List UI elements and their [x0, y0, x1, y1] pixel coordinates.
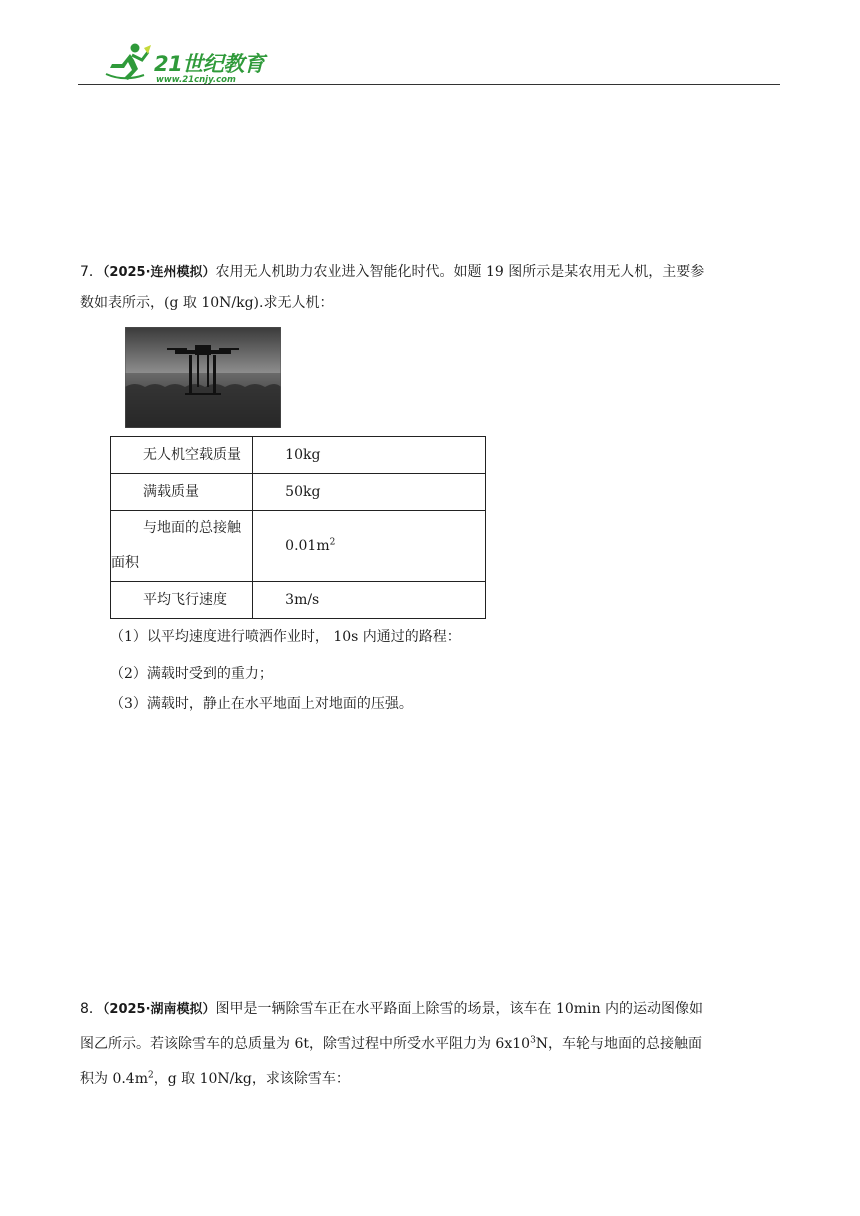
question-8	[80, 994, 780, 1095]
question-text: 农用无人机助力农业进入智能化时代。如题 19 图所示是某农用无人机，主要参	[215, 264, 705, 280]
table-row	[111, 511, 486, 582]
logo-wordmark: 21世纪教育	[154, 52, 265, 76]
question-8-line2: 图乙所示。若该除雪车的总质量为 6t，除雪过程中所受水平阻力为 $6x10^3N$，车轮与地面的总接触面	[80, 1035, 703, 1052]
drone-parameter-table	[110, 436, 486, 619]
question-8-line1: 8．（2025·湖南模拟）图甲是一辆除雪车正在水平路面上除雪的场景，该车在 10min 内的运动图像如	[80, 1001, 704, 1017]
sub-question-1: （1）以平均速度进行喷洒作业时， 10s 内通过的路程：	[110, 629, 461, 645]
sub-question-2: （2）满载时受到的重力；	[110, 666, 273, 682]
logo-url: www.21cnjy.com	[156, 75, 236, 85]
sub-question-3: （3）满载时，静止在水平地面上对地面的压强。	[110, 696, 413, 712]
question-number: 8．	[80, 1001, 103, 1017]
table-row	[111, 474, 486, 511]
table-row	[111, 582, 486, 619]
table-label: 无人机空载质量	[143, 447, 241, 463]
table-value: 3m/s	[253, 582, 486, 619]
table-value: $0.01m^2$	[253, 511, 486, 582]
question-source: （2025·连州模拟）	[102, 265, 216, 280]
table-label: 满载质量	[143, 484, 199, 500]
question-7-line1	[80, 257, 780, 288]
drone-photo	[125, 327, 281, 428]
header-divider	[78, 84, 780, 85]
question-number: 7．	[80, 264, 103, 280]
page-header	[78, 36, 780, 88]
runner-logo-icon	[104, 42, 152, 82]
question-source: （2025·湖南模拟）	[102, 1002, 216, 1017]
question-8-line3: 积为 $0.4m^2$，g 取 10N/kg，求该除雪车：	[80, 1070, 350, 1087]
table-row	[111, 437, 486, 474]
table-label: 平均飞行速度	[143, 592, 227, 608]
site-logo	[104, 40, 274, 88]
table-value: 50kg	[253, 474, 486, 511]
question-7-line2: 数如表所示，(g 取 10N/kg).求无人机：	[80, 295, 334, 311]
question-7	[80, 257, 780, 319]
table-label: 与地面的总接触 面积	[111, 520, 241, 571]
table-value: 10kg	[253, 437, 486, 474]
